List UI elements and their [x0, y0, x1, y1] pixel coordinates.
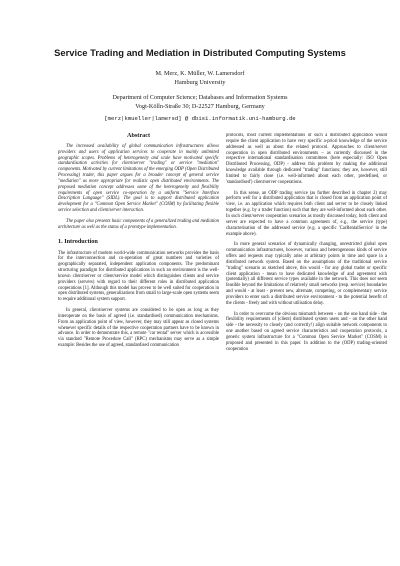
right-column: [226, 133, 387, 558]
left-column: [58, 133, 219, 558]
department: Department of Computer Science; Databases and Information Systems: [112, 94, 288, 101]
university: Hamburg University: [174, 79, 226, 86]
postal-address: Vogt-Kölln-Straße 30; D-22527 Hamburg, Germany: [135, 102, 265, 110]
body-paragraph: In more general scenarios of dynamically changing, unrestricted global open communication infrastructures, however, various and heterogeneous kinds of service offers and requests may typically arise at arbitrary points in time and space in a distributed network system. Based on the assumptions of the traditional service "trading" scenario as sketched above, this would - for any global trader or specific client application - mean to have dedicated knowledge of and agreement with (potentially) all different service types available in the network. This does not seem feasible beyond the limitations of relatively small networks (resp. service) boundaries and would - at least - prevent new, alternate, competing, or complementary service providers to enter such a distributed service environment - to the potential benefit of the clients - freely and with without utilisation delay.: [226, 242, 387, 306]
section-heading: 1. Introduction: [58, 237, 98, 245]
abstract-paragraph: The paper also presents basic components of a generalized trading and mediation architecture as well as the status of a prototype implementation.: [58, 218, 219, 230]
body-paragraph: protocols, most current implementations of such a distributed application would require the client application to have very specific a-priori knowledge of the service addressed as well as about the related protocol. Approaches to client/server cooperation in open distributed environments – as currently discussed in the respective international standardisation committees (here especially: ISO Open Distributed Processing, ODP) - address this problem by making the additional knowledge available through dedicated "trading" functions; they are, however, still limited to fairly close (i.e. well-informed about each other, predefined, or 'standardised') client/server cooperations.: [226, 133, 387, 185]
body-paragraph: In order to overcome the obvious mismatch between - on the one hand side - the flexibility requirements of (client) distributed system users and - on the other hand side - the necessity to closely (and correctly!) align suitable network components to one another based on agreed service characteristics and cooperation protocols, a generic system infrastructure for a "Common Open Service Market" (COSM) is proposed and presented in this paper. In addition to the (ODP) trading-oriented cooperation: [226, 311, 387, 352]
paper-title: Service Trading and Mediation in Distributed Computing Systems: [54, 47, 346, 58]
abstract-heading: Abstract: [126, 133, 151, 139]
author-list: M. Merz, K. Müller, W. Lamersdorf: [155, 70, 245, 77]
body-paragraph: The infrastructure of modern world-wide communication networks provides the basis for the interconnection and co-operation of great numbers and varieties of geographically separated, independent application components. The predominant structuring paradigm for distributed applications in such an environment is the well-known client/server or client/service model which distinguishes clients and service providers (servers) with regard to their different roles in distributed application cooperations [1]. Although this model has proven to be well suited for cooperation in open distributed systems, generalizations from small to large-scale open systems seem to require additional system support.: [58, 250, 219, 303]
abstract-paragraph: The increased availability of global communication infrastructures allows providers and users of application services to cooperate in mainly unlimited geographic scopes. Problems of heterogeneity and scale have motivated specific standardisation activities for client/server "trading" or service "mediation" components. Motivated by current limitations of the emerging ODP (Open Distributed Processing) trader, this paper argues for a broader concept of general service "mediation" as more appropriate for realistic open distributed environments. The proposed mediation concept addresses some of the heterogeneity and flexibility requirements of open service co-operation by a uniform "Service Interface Description Language" (SIDL). The goal is to support distributed application development for a "Common Open Service Market" (COSM) by facilitating flexible service selection and client/server interaction.: [58, 143, 219, 214]
body-paragraph: In general, client/server systems are considered to be open as long as they interoperate on the basis of agreed (i.e. standardised) communication mechanisms. From an application point of view, however, they may still appear as closed systems whenever specific details of the respective cooperation partners have to be known in advance. In order to demonstrate this, a remote "car rental" server which is accessible via standard "Remote Procedure Call" (RPC) mechanisms may serve as a simple example: Besides the use of agreed, standardised communication: [58, 308, 219, 349]
body-paragraph: In this sense, an ODP trading service (as further described in chapter 2) may perform well for a distributed application that is closed from an application point of view, i.e. an application which requires both client and server to be closely linked together (e.g. by a trader function) such that they are well-informed about each other. In such client/server cooperation scenarios as mostly discussed today, both client and server are expected to have a common agreement of, e.g., the service (type) characterisation of the addressed service (e.g. a specific 'CarRentalService' in the example above).: [226, 190, 387, 237]
author-email: [merz|kmueller|lamersd] @ dbis1.informatik.uni-hamburg.de: [104, 115, 296, 122]
